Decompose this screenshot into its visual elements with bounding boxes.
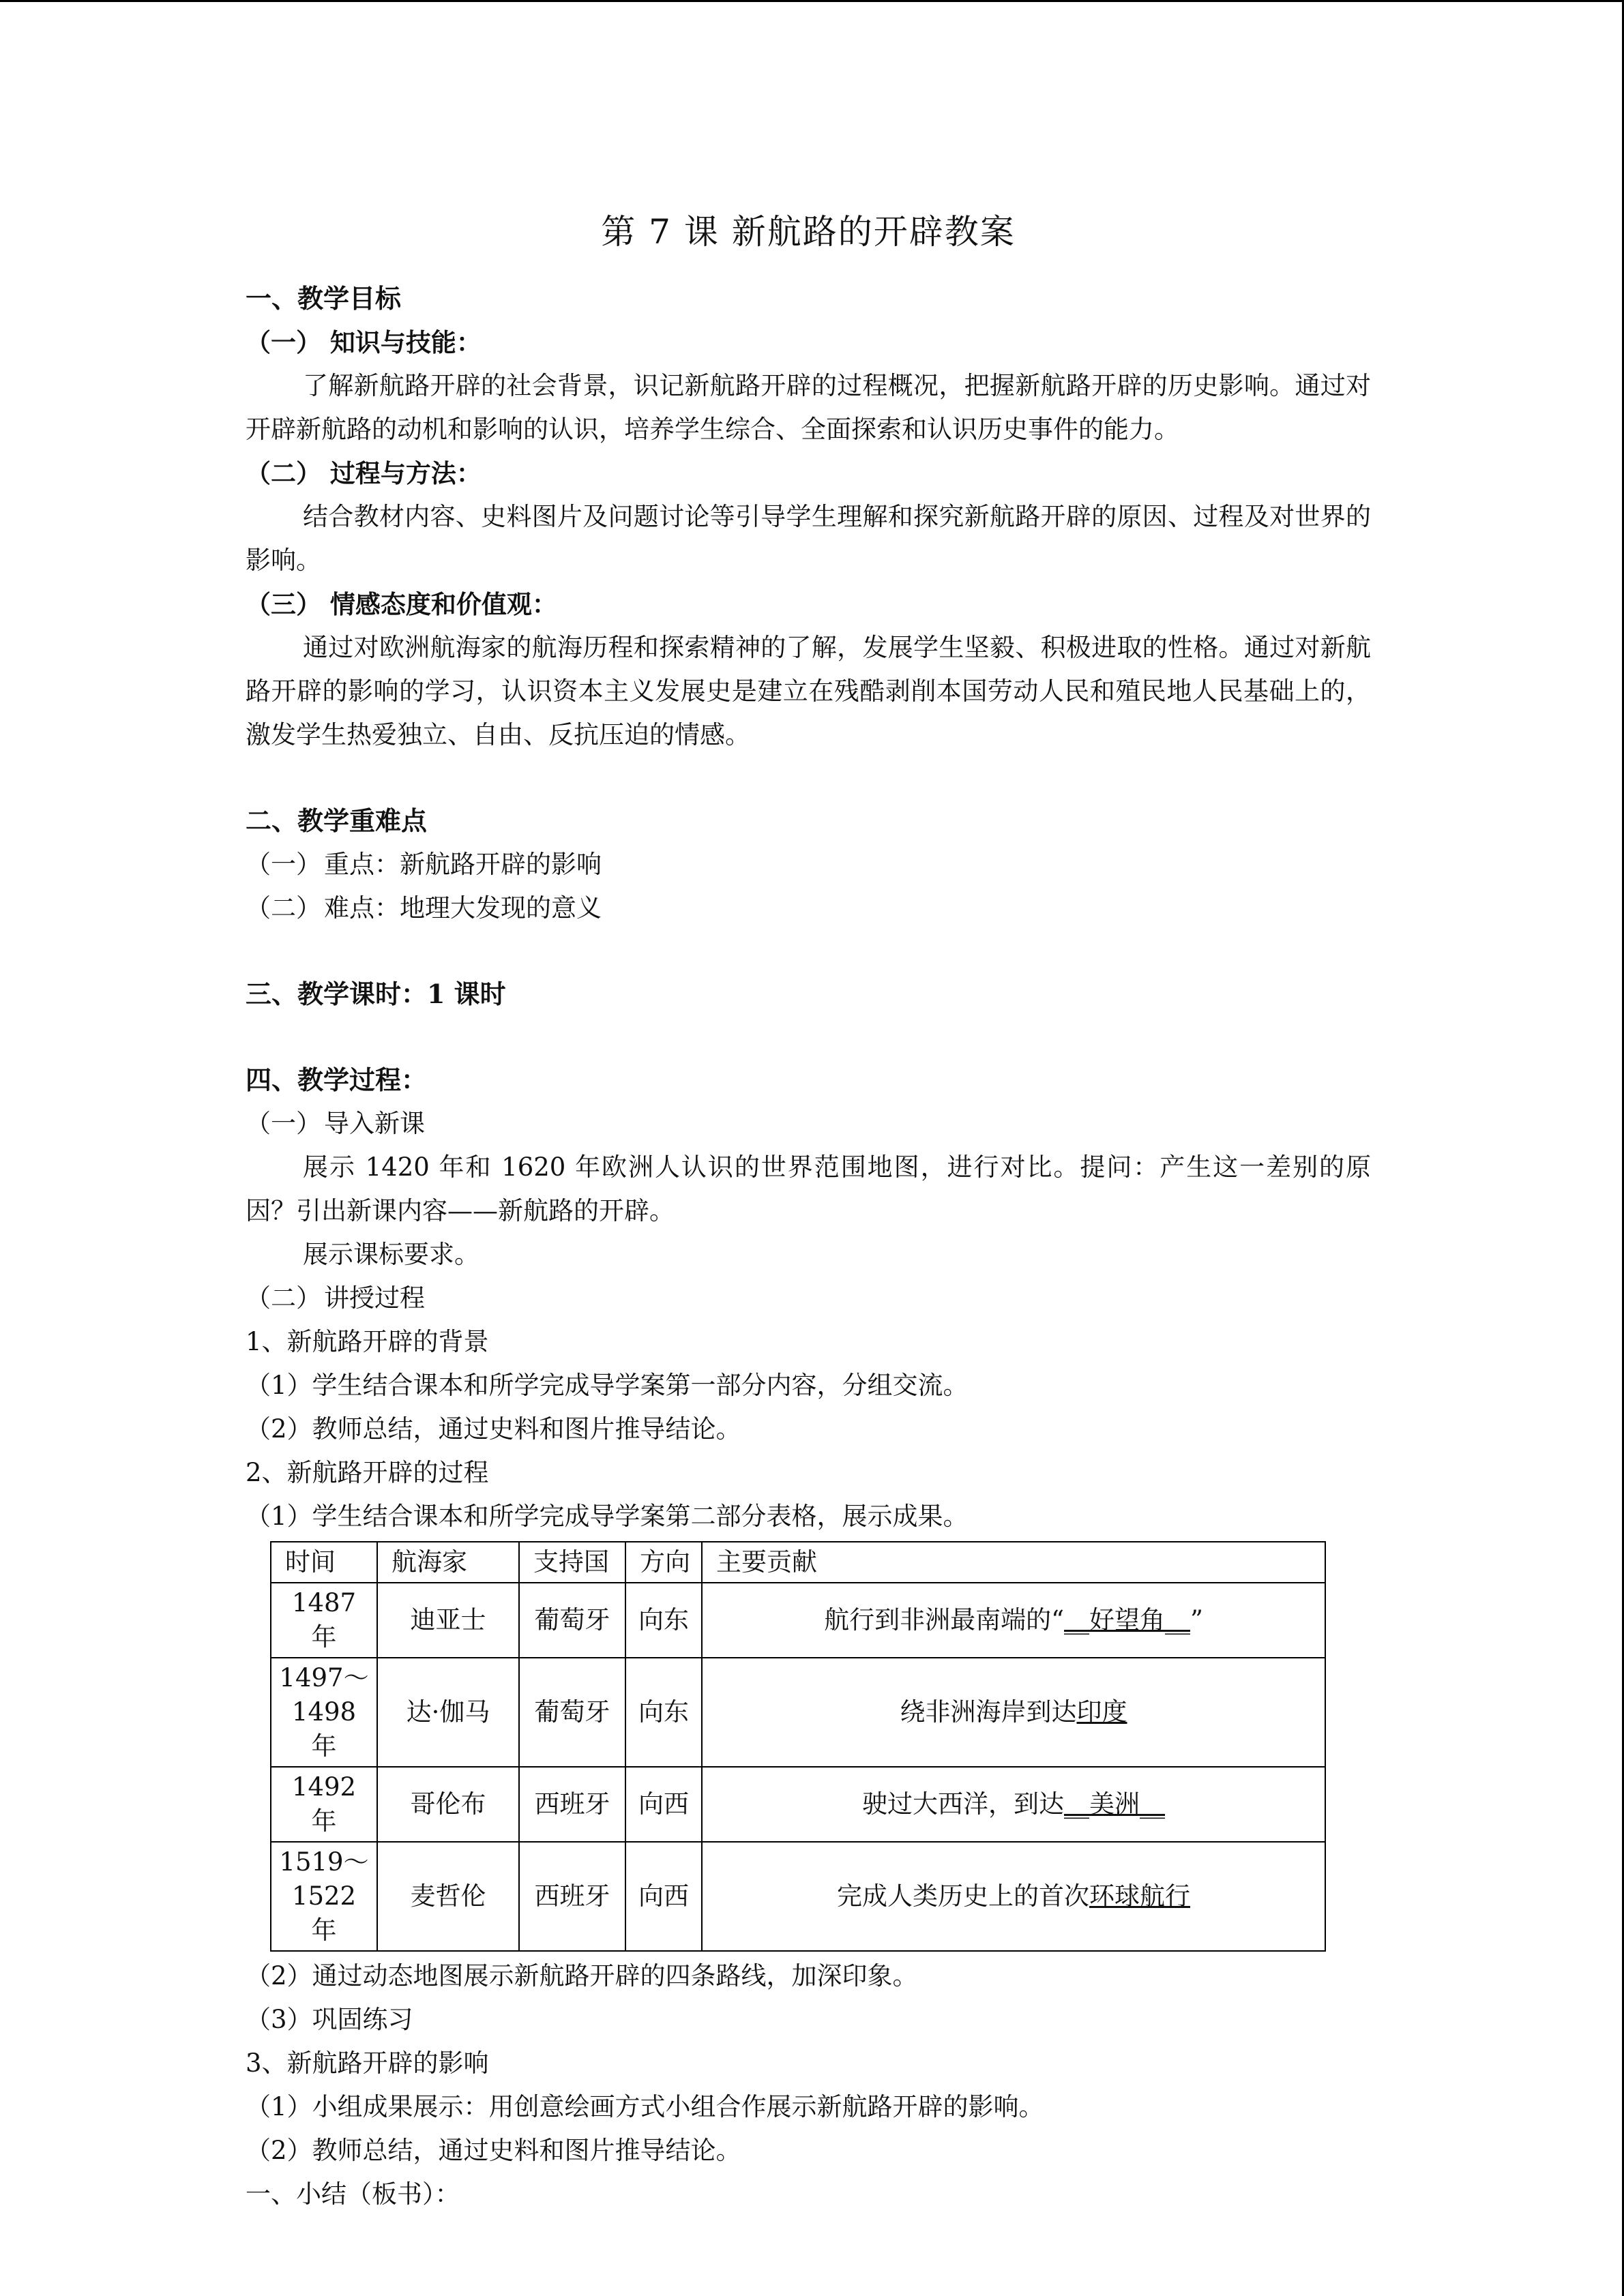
table-row xyxy=(271,1842,1325,1951)
header-navigator: 航海家 xyxy=(377,1542,519,1583)
cell-time: 1487 年 xyxy=(271,1583,377,1658)
process-part-2-index: （二） xyxy=(246,1283,321,1313)
table-row xyxy=(271,1767,1325,1842)
contribution-text: 完成人类历史上的首次 xyxy=(837,1881,1089,1911)
process-step-1: （1）学生结合课本和所学完成导学案第二部分表格，展示成果。 xyxy=(246,1502,969,1531)
section-objectives-heading: 一、教学目标 xyxy=(246,283,402,314)
summary-heading: 一、小结（板书）： xyxy=(246,2179,460,2209)
header-time: 时间 xyxy=(271,1542,377,1583)
keypoint-1 xyxy=(246,843,1371,886)
keypoint-2-index: （二） xyxy=(246,893,321,923)
cell-time: 1492 年 xyxy=(271,1767,377,1842)
table-row xyxy=(271,1658,1325,1767)
cell-navigator: 哥伦布 xyxy=(377,1767,519,1842)
standards-paragraph: 展示课标要求。 xyxy=(303,1240,479,1269)
objective-3-text: 通过对欧洲航海家的航海历程和探索精神的了解，发展学生坚毅、积极进取的性格。通过对新航路开辟的影响的学习，认识资本主义发展史是建立在残酷剥削本国劳动人民和殖民地人民基础上的，激发学生热爱独立、自由、反抗压迫的情感。 xyxy=(246,633,1371,749)
process-step-3: （3）巩固练习 xyxy=(246,2005,413,2034)
contribution-text: 驶过大西洋，到达 xyxy=(862,1789,1064,1819)
process-heading: 2、新航路开辟的过程 xyxy=(246,1458,489,1487)
table-header-row xyxy=(271,1542,1325,1583)
keypoint-2-text: 难点：地理大发现的意义 xyxy=(324,893,602,923)
impact-heading: 3、新航路开辟的影响 xyxy=(246,2048,489,2078)
cell-direction: 向东 xyxy=(625,1658,702,1767)
header-country: 支持国 xyxy=(519,1542,625,1583)
impact-step-2: （2）教师总结，通过史料和图片推导结论。 xyxy=(246,2136,741,2165)
page-title: 第 7 课 新航路的开辟教案 xyxy=(601,212,1016,252)
section-process-heading: 四、教学过程： xyxy=(246,1064,428,1095)
document-page xyxy=(246,205,1371,2216)
cell-country: 西班牙 xyxy=(519,1767,625,1842)
cell-contribution xyxy=(702,1767,1325,1842)
contribution-answer: 环球航行 xyxy=(1089,1881,1190,1911)
process-part-1 xyxy=(246,1102,1371,1146)
objective-3-label: （三） 情感态度和价值观： xyxy=(246,589,557,619)
process-part-2-text: 讲授过程 xyxy=(324,1283,425,1313)
cell-contribution xyxy=(702,1658,1325,1767)
process-step-2: （2）通过动态地图展示新航路开辟的四条路线，加深印象。 xyxy=(246,1961,918,1991)
cell-navigator: 迪亚士 xyxy=(377,1583,519,1658)
process-part-1-text: 导入新课 xyxy=(324,1109,425,1138)
objective-2-text: 结合教材内容、史料图片及问题讨论等引导学生理解和探究新航路开辟的原因、过程及对世界的影响。 xyxy=(246,502,1371,575)
cell-country: 葡萄牙 xyxy=(519,1583,625,1658)
keypoint-2 xyxy=(246,886,1371,930)
section-hours-heading: 三、教学课时：1 课时 xyxy=(246,979,506,1009)
section-keypoints-heading: 二、教学重难点 xyxy=(246,805,428,836)
contribution-suffix: ” xyxy=(1190,1605,1203,1635)
cell-navigator: 麦哲伦 xyxy=(377,1842,519,1951)
cell-country: 葡萄牙 xyxy=(519,1658,625,1767)
contribution-answer: __美洲__ xyxy=(1064,1789,1165,1819)
cell-time: 1497～1498 年 xyxy=(271,1658,377,1767)
cell-navigator: 达·伽马 xyxy=(377,1658,519,1767)
cell-contribution xyxy=(702,1583,1325,1658)
background-heading: 1、新航路开辟的背景 xyxy=(246,1327,489,1356)
contribution-text: 绕非洲海岸到达 xyxy=(900,1697,1077,1727)
contribution-answer: 印度 xyxy=(1076,1697,1127,1727)
cell-direction: 向西 xyxy=(625,1842,702,1951)
background-step-1: （1）学生结合课本和所学完成导学案第一部分内容，分组交流。 xyxy=(246,1371,969,1400)
contribution-text: 航行到非洲最南端的“ xyxy=(824,1605,1064,1635)
intro-paragraph: 展示 1420 年和 1620 年欧洲人认识的世界范围地图，进行对比。提问：产生这一差别的原因？引出新课内容——新航路的开辟。 xyxy=(246,1152,1371,1225)
header-contribution: 主要贡献 xyxy=(702,1542,1325,1583)
background-step-2: （2）教师总结，通过史料和图片推导结论。 xyxy=(246,1414,741,1444)
header-direction: 方向 xyxy=(625,1542,702,1583)
cell-country: 西班牙 xyxy=(519,1842,625,1951)
objective-2-label: （二） 过程与方法： xyxy=(246,458,482,488)
contribution-answer: __好望角__ xyxy=(1064,1605,1190,1635)
cell-direction: 向西 xyxy=(625,1767,702,1842)
cell-time: 1519～1522 年 xyxy=(271,1842,377,1951)
process-part-1-index: （一） xyxy=(246,1109,321,1138)
process-part-2 xyxy=(246,1277,1371,1320)
cell-contribution xyxy=(702,1842,1325,1951)
cell-direction: 向东 xyxy=(625,1583,702,1658)
page-border-top xyxy=(0,0,1624,2)
keypoint-1-text: 重点：新航路开辟的影响 xyxy=(324,850,602,879)
objective-1-text: 了解新航路开辟的社会背景，识记新航路开辟的过程概况，把握新航路开辟的历史影响。通过对开辟新航路的动机和影响的认识，培养学生综合、全面探索和认识历史事件的能力。 xyxy=(246,371,1371,444)
voyages-table xyxy=(270,1541,1326,1952)
objective-1-label: （一） 知识与技能： xyxy=(246,327,482,357)
impact-step-1: （1）小组成果展示：用创意绘画方式小组合作展示新航路开辟的影响。 xyxy=(246,2092,1044,2121)
keypoint-1-index: （一） xyxy=(246,850,321,879)
table-row xyxy=(271,1583,1325,1658)
